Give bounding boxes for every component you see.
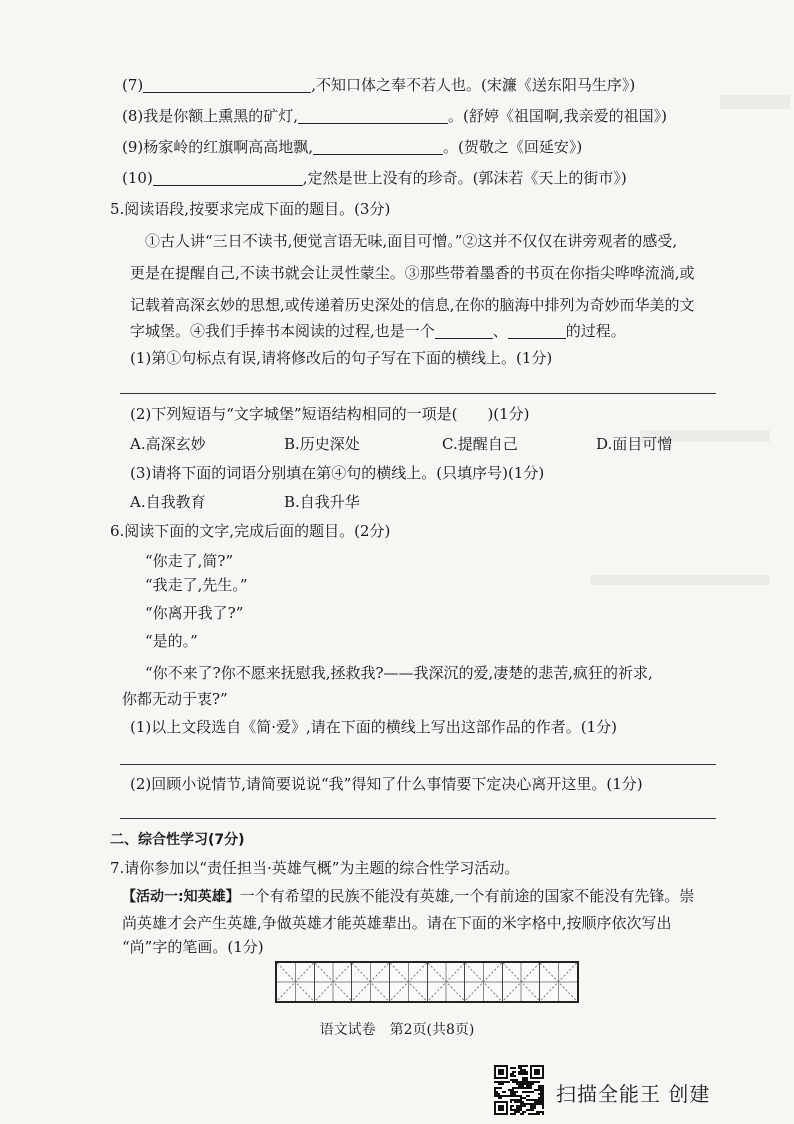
dialogue-line: “我走了,先生。”: [145, 576, 248, 594]
option-d[interactable]: D.面目可憎: [596, 435, 673, 453]
mi-grid-cell[interactable]: [503, 963, 541, 1001]
section-2-heading: 二、综合性学习(7分): [110, 832, 245, 848]
mi-grid-cell[interactable]: [315, 963, 353, 1001]
option-c[interactable]: C.提醒自己: [442, 435, 518, 453]
item-text: (9)杨家岭的红旗啊高高地飘,: [122, 138, 314, 156]
q4-item-9: [122, 137, 582, 157]
mi-grid-cell[interactable]: [277, 963, 315, 1001]
item-number: (7): [122, 76, 144, 94]
passage-line: ①古人讲“三日不读书,便觉言语无味,面目可憎。”②这并不仅仅在讲旁观者的感受,: [145, 232, 678, 250]
question-7-title: 7.请你参加以“责任担当·英雄气概”为主题的综合性学习活动。: [110, 859, 520, 877]
option-b[interactable]: B.历史深处: [284, 435, 360, 453]
answer-blank[interactable]: [313, 138, 443, 155]
mi-grid-cell[interactable]: [540, 963, 577, 1001]
q5-sub-1: (1)第①句标点有误,请将修改后的句子写在下面的横线上。(1分): [130, 349, 553, 367]
passage-text: 字城堡。④我们手捧书本阅读的过程,也是一个: [130, 322, 435, 340]
fill-blank-1[interactable]: [435, 322, 493, 339]
page-footer: 语文试卷 第2页(共8页): [319, 1022, 475, 1038]
question-5-title: 5.阅读语段,按要求完成下面的题目。(3分): [110, 200, 391, 218]
scanner-brand-text: 扫描全能王 创建: [556, 1082, 711, 1106]
q4-item-8: [122, 106, 667, 126]
option-a[interactable]: A.高深玄妙: [130, 435, 206, 453]
option-a[interactable]: A.自我教育: [130, 493, 206, 511]
option-b[interactable]: B.自我升华: [284, 493, 360, 511]
item-source: 。(舒婷《祖国啊,我亲爱的祖国》): [448, 107, 668, 125]
activity-line: “尚”字的笔画。(1分): [122, 938, 264, 956]
q6-sub-2: (2)回顾小说情节,请简要说说“我”得知了什么事情要下定决心离开这里。(1分): [130, 775, 643, 793]
answer-blank[interactable]: [153, 169, 303, 186]
q5-sub-3: (3)请将下面的词语分别填在第④句的横线上。(只填序号)(1分): [130, 464, 545, 482]
question-6-title: 6.阅读下面的文字,完成后面的题目。(2分): [110, 522, 391, 540]
qr-code-icon: [494, 1065, 544, 1115]
answer-blank[interactable]: [143, 76, 311, 93]
bleed-through-shadow: [590, 575, 770, 585]
activity-line: 尚英雄才会产生英雄,争做英雄才能英雄辈出。请在下面的米字格中,按顺序依次写出: [122, 914, 672, 932]
activity-text: 一个有希望的民族不能没有英雄,一个有前途的国家不能没有先锋。崇: [239, 887, 695, 905]
passage-line: 记载着高深玄妙的思想,或传递着历史深处的信息,在你的脑海中排列为奇妙而华美的文: [130, 296, 695, 314]
answer-line[interactable]: [120, 764, 716, 765]
answer-blank[interactable]: [298, 107, 448, 124]
answer-line[interactable]: [120, 818, 716, 819]
item-number: (10): [122, 169, 153, 187]
dialogue-line: 你都无动于衷?”: [122, 690, 228, 708]
answer-line[interactable]: [120, 393, 716, 394]
q6-sub-1: (1)以上文段选自《简·爱》,请在下面的横线上写出这部作品的作者。(1分): [130, 718, 618, 736]
mi-character-grid: [275, 961, 579, 1003]
item-text: (8)我是你额上熏黑的矿灯,: [122, 107, 299, 125]
passage-line: 更是在提醒自己,不读书就会让灵性蒙尘。③那些带着墨香的书页在你指尖哗哗流淌,或: [130, 264, 695, 282]
dialogue-line: “你离开我了?”: [145, 604, 244, 622]
item-text: ,不知口体之奉不若人也。(宋濂《送东阳马生序》): [311, 76, 636, 94]
mi-grid-cell[interactable]: [428, 963, 466, 1001]
passage-line: [130, 321, 626, 341]
q5-sub-2: (2)下列短语与“文字城堡”短语结构相同的一项是( )(1分): [130, 405, 530, 423]
bleed-through-shadow: [720, 95, 790, 109]
dialogue-line: “你走了,简?”: [145, 552, 234, 570]
dialogue-line: “是的。”: [145, 632, 198, 650]
mi-grid-cell[interactable]: [465, 963, 503, 1001]
q4-item-7: [122, 75, 635, 95]
activity-line: [122, 886, 694, 907]
dialogue-line: “你不来了?你不愿来抚慰我,拯救我?——我深沉的爱,凄楚的悲苦,疯狂的祈求,: [145, 664, 653, 682]
item-text: ,定然是世上没有的珍奇。(郭沫若《天上的街市》): [302, 169, 627, 187]
passage-text: 的过程。: [565, 322, 626, 340]
activity-label: 【活动一:知英雄】: [122, 889, 240, 905]
mi-grid-cell[interactable]: [352, 963, 390, 1001]
mi-grid-cell[interactable]: [390, 963, 428, 1001]
fill-blank-2[interactable]: [508, 322, 566, 339]
q4-item-10: [122, 168, 627, 188]
separator: 、: [492, 322, 508, 340]
item-source: 。(贺敬之《回延安》): [443, 138, 583, 156]
